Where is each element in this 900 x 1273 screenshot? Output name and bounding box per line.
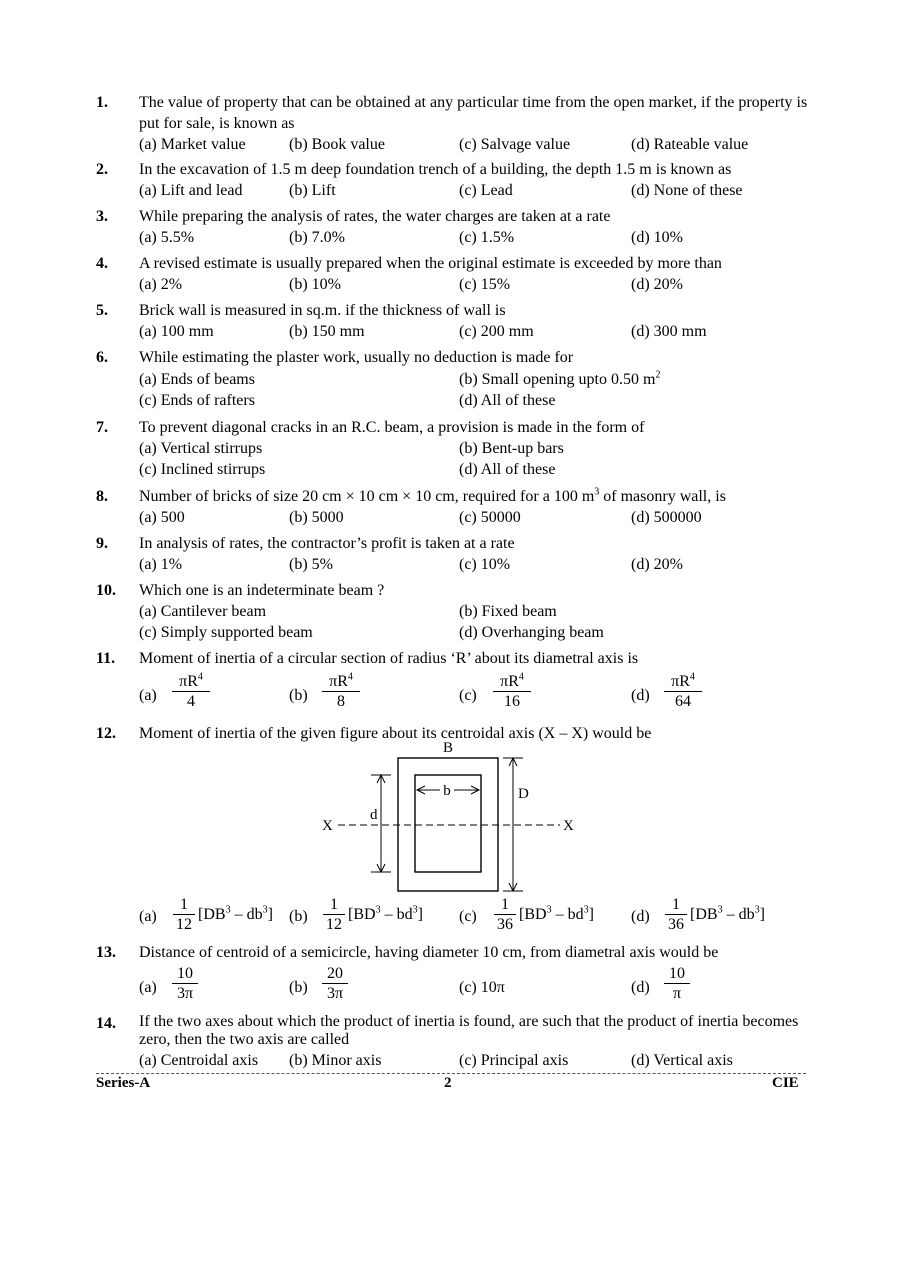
fraction-bar xyxy=(494,914,516,915)
fraction-bar xyxy=(665,914,687,915)
option-c: (c) 15% xyxy=(459,276,511,293)
option-c: (c) Salvage value xyxy=(459,136,571,153)
option-d: (d) 300 mm xyxy=(631,323,707,340)
superscript: 3 xyxy=(546,904,552,916)
option-a: (a) xyxy=(139,979,157,996)
option-d: (d) 500000 xyxy=(631,509,702,526)
option-b-expression xyxy=(348,906,423,924)
denominator: 3π xyxy=(176,985,194,1002)
question-11 xyxy=(96,648,816,720)
section-figure xyxy=(300,738,600,898)
question-text: A revised estimate is usually prepared when the original estimate is exceeded by more than xyxy=(139,255,722,272)
superscript: 2 xyxy=(655,369,661,381)
question-number: 14. xyxy=(96,1015,116,1032)
option-d: (d) Rateable value xyxy=(631,136,749,153)
denominator: 36 xyxy=(668,916,684,933)
option-b: (b) 7.0% xyxy=(289,229,345,246)
option-d: (d) 20% xyxy=(631,276,683,293)
fraction-bar xyxy=(664,691,702,692)
superscript: 3 xyxy=(594,486,600,498)
fraction-bar xyxy=(172,983,198,984)
denominator: 12 xyxy=(326,916,342,933)
numerator: 1 xyxy=(330,896,338,913)
numerator: 20 xyxy=(327,965,343,982)
option-d: (d) All of these xyxy=(459,392,556,409)
option-c-fraction xyxy=(494,896,516,933)
label-X-left: X xyxy=(322,818,333,834)
option-b-text: (b) Small opening upto 0.50 m xyxy=(459,371,656,388)
option-b: (b) Fixed beam xyxy=(459,603,557,620)
option-a: (a) Market value xyxy=(139,136,246,153)
option-d-expression xyxy=(690,906,765,924)
option-b: (b) xyxy=(289,687,308,704)
label-b: b xyxy=(443,783,451,799)
question-number: 12. xyxy=(96,725,116,742)
expression-part: ] xyxy=(267,906,273,923)
option-d: (d) xyxy=(631,908,650,925)
option-d: (d) 10% xyxy=(631,229,683,246)
option-d: (d) Overhanging beam xyxy=(459,624,604,641)
option-a: (a) 500 xyxy=(139,509,185,526)
expression-part: – db xyxy=(722,906,755,923)
numerator xyxy=(493,673,531,690)
option-c: (c) Lead xyxy=(459,182,513,199)
option-d: (d) None of these xyxy=(631,182,743,199)
superscript: 4 xyxy=(518,671,524,683)
numerator-text: πR xyxy=(179,673,198,690)
option-b: (b) xyxy=(289,908,308,925)
expression-part: [BD xyxy=(519,906,547,923)
fraction-bar xyxy=(323,914,345,915)
footer-rule xyxy=(96,1073,806,1074)
option-a: (a) Vertical stirrups xyxy=(139,440,263,457)
option-d: (d) Vertical axis xyxy=(631,1052,733,1069)
question-12-options xyxy=(139,893,819,945)
option-d: (d) 20% xyxy=(631,556,683,573)
option-b-fraction xyxy=(322,673,360,710)
option-d: (d) All of these xyxy=(459,461,556,478)
fraction-bar xyxy=(664,983,690,984)
question-text-part: Number of bricks of size 20 cm × 10 cm × 10 cm, required for a 100 m xyxy=(139,488,595,505)
option-a: (a) Lift and lead xyxy=(139,182,243,199)
option-b: (b) 150 mm xyxy=(289,323,365,340)
option-c: (c) xyxy=(459,687,477,704)
question-text: Which one is an indeterminate beam ? xyxy=(139,582,385,599)
option-b: (b) Bent-up bars xyxy=(459,440,564,457)
denominator: 3π xyxy=(326,985,344,1002)
question-number: 11. xyxy=(96,650,116,667)
question-text: Moment of inertia of the given figure about its centroidal axis (X – X) would be xyxy=(139,725,652,742)
option-c: (c) Ends of rafters xyxy=(139,392,255,409)
question-number: 4. xyxy=(96,255,108,272)
denominator: 12 xyxy=(176,916,192,933)
question-number: 8. xyxy=(96,488,108,505)
question-text-part: of masonry wall, is xyxy=(599,488,726,505)
option-a-fraction xyxy=(173,896,195,933)
numerator xyxy=(172,673,210,690)
fraction-bar xyxy=(493,691,531,692)
option-d-fraction xyxy=(665,896,687,933)
denominator: 16 xyxy=(504,693,520,710)
option-c-expression xyxy=(519,906,594,924)
expression-part: ] xyxy=(417,906,423,923)
option-c: (c) xyxy=(459,908,477,925)
numerator xyxy=(322,673,360,690)
superscript: 3 xyxy=(583,904,589,916)
option-b: (b) 10% xyxy=(289,276,341,293)
superscript: 3 xyxy=(262,904,268,916)
denominator: 64 xyxy=(675,693,691,710)
option-b xyxy=(459,369,660,390)
option-a-fraction xyxy=(172,965,198,1002)
option-c: (c) 10% xyxy=(459,556,511,573)
option-a: (a) Ends of beams xyxy=(139,371,255,388)
series-label: Series-A xyxy=(96,1075,151,1091)
option-c: (c) Principal axis xyxy=(459,1052,569,1069)
numerator: 10 xyxy=(177,965,193,982)
denominator: 4 xyxy=(187,693,195,710)
question-text: While estimating the plaster work, usually no deduction is made for xyxy=(139,349,574,366)
denominator: 8 xyxy=(337,693,345,710)
option-d-fraction xyxy=(664,965,690,1002)
numerator-text: πR xyxy=(500,673,519,690)
option-b: (b) Lift xyxy=(289,182,336,199)
superscript: 3 xyxy=(754,904,760,916)
option-b: (b) Book value xyxy=(289,136,385,153)
fraction-bar xyxy=(172,691,210,692)
label-d: d xyxy=(370,807,378,823)
option-c-fraction xyxy=(493,673,531,710)
label-D: D xyxy=(518,786,529,802)
superscript: 4 xyxy=(689,671,695,683)
fraction-bar xyxy=(173,914,195,915)
question-text: If the two axes about which the product of inertia is found, are such that the product of inertia becomes zero, then the two axis are called xyxy=(139,1013,799,1048)
option-d: (d) xyxy=(631,687,650,704)
option-c: (c) 1.5% xyxy=(459,229,515,246)
option-a: (a) 100 mm xyxy=(139,323,214,340)
option-b: (b) Minor axis xyxy=(289,1052,382,1069)
question-number: 10. xyxy=(96,582,116,599)
question-text: In the excavation of 1.5 m deep foundation trench of a building, the depth 1.5 m is known as xyxy=(139,161,732,178)
superscript: 3 xyxy=(225,904,231,916)
option-b: (b) xyxy=(289,979,308,996)
option-d-fraction xyxy=(664,673,702,710)
option-a-expression xyxy=(198,906,273,924)
question-13 xyxy=(96,942,816,1012)
question-text: In analysis of rates, the contractor’s profit is taken at a rate xyxy=(139,535,515,552)
question-text: Brick wall is measured in sq.m. if the thickness of wall is xyxy=(139,302,506,319)
numerator-text: πR xyxy=(671,673,690,690)
expression-part: [BD xyxy=(348,906,376,923)
option-a: (a) 5.5% xyxy=(139,229,195,246)
question-number: 2. xyxy=(96,161,108,178)
question-text xyxy=(139,486,811,507)
question-text: While preparing the analysis of rates, the water charges are taken at a rate xyxy=(139,208,611,225)
expression-part: – db xyxy=(230,906,263,923)
denominator: π xyxy=(672,985,682,1002)
page-number: 2 xyxy=(444,1075,452,1091)
option-d: (d) xyxy=(631,979,650,996)
option-b-fraction xyxy=(323,896,345,933)
option-a: (a) Centroidal axis xyxy=(139,1052,259,1069)
numerator-text: πR xyxy=(329,673,348,690)
expression-part: [DB xyxy=(198,906,226,923)
numerator: 1 xyxy=(180,896,188,913)
expression-part: [DB xyxy=(690,906,718,923)
superscript: 3 xyxy=(717,904,723,916)
denominator: 36 xyxy=(497,916,513,933)
superscript: 4 xyxy=(197,671,203,683)
option-c: (c) Inclined stirrups xyxy=(139,461,266,478)
superscript: 3 xyxy=(375,904,381,916)
option-a-fraction xyxy=(172,673,210,710)
option-a: (a) xyxy=(139,908,157,925)
fraction-bar xyxy=(322,983,348,984)
question-number: 3. xyxy=(96,208,108,225)
question-text: Moment of inertia of a circular section of radius ‘R’ about its diametral axis is xyxy=(139,650,639,667)
option-b: (b) 5% xyxy=(289,556,333,573)
question-number: 5. xyxy=(96,302,108,319)
superscript: 3 xyxy=(412,904,418,916)
expression-part: ] xyxy=(759,906,765,923)
question-text: Distance of centroid of a semicircle, having diameter 10 cm, from diametral axis would be xyxy=(139,944,719,961)
label-X-right: X xyxy=(563,818,574,834)
numerator: 1 xyxy=(672,896,680,913)
option-a: (a) 2% xyxy=(139,276,183,293)
question-number: 13. xyxy=(96,944,116,961)
expression-part: – bd xyxy=(551,906,584,923)
label-B: B xyxy=(442,740,454,756)
numerator: 1 xyxy=(501,896,509,913)
option-a: (a) 1% xyxy=(139,556,183,573)
option-a: (a) xyxy=(139,687,157,704)
option-c: (c) 10π xyxy=(459,979,505,996)
question-number: 1. xyxy=(96,94,108,111)
question-text: To prevent diagonal cracks in an R.C. beam, a provision is made in the form of xyxy=(139,419,645,436)
option-b-fraction xyxy=(322,965,348,1002)
expression-part: ] xyxy=(588,906,594,923)
question-number: 7. xyxy=(96,419,108,436)
option-c: (c) 50000 xyxy=(459,509,521,526)
numerator xyxy=(664,673,702,690)
exam-code: CIE xyxy=(772,1075,799,1091)
question-number: 9. xyxy=(96,535,108,552)
option-c: (c) 200 mm xyxy=(459,323,534,340)
superscript: 4 xyxy=(347,671,353,683)
expression-part: – bd xyxy=(380,906,413,923)
question-text: The value of property that can be obtained at any particular time from the open market, if the property is put for sale, is known as xyxy=(139,94,808,132)
numerator: 10 xyxy=(669,965,685,982)
fraction-bar xyxy=(322,691,360,692)
option-b: (b) 5000 xyxy=(289,509,344,526)
option-c: (c) Simply supported beam xyxy=(139,624,313,641)
option-a: (a) Cantilever beam xyxy=(139,603,267,620)
question-number: 6. xyxy=(96,349,108,366)
